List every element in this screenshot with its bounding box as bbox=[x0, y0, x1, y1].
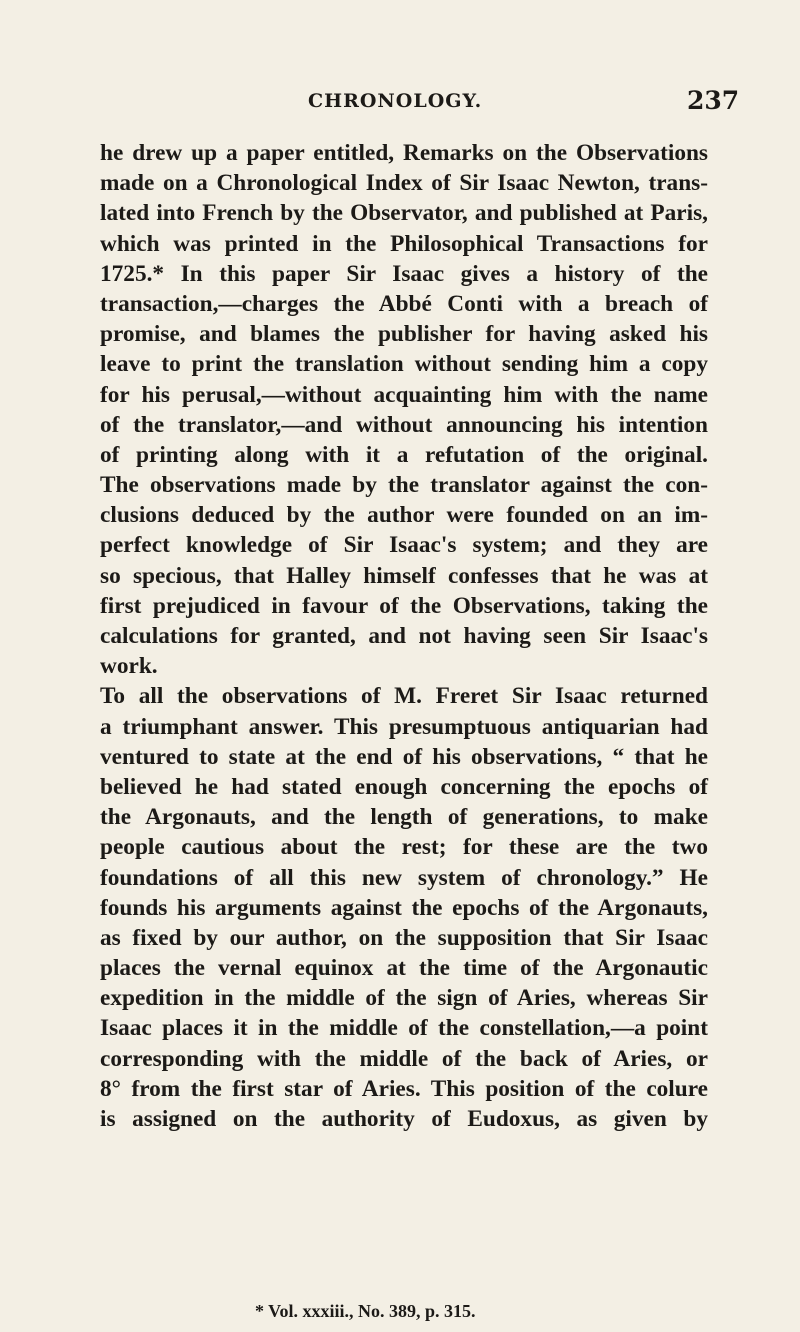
text-line: a triumphant answer. This presumptuous antiquarian had bbox=[100, 713, 708, 740]
text-line: is assigned on the authority of Eudoxus, as given by bbox=[100, 1106, 708, 1132]
text-line: lated into French by the Observator, and published at Paris, bbox=[100, 200, 708, 227]
text-line: leave to print the translation without sending him a copy bbox=[100, 351, 708, 378]
text-line: places the vernal equinox at the time of the Argonautic bbox=[100, 955, 708, 982]
text-line: transaction,—charges the Abbé Conti with a breach of bbox=[100, 290, 708, 317]
text-line: foundations of all this new system of chronology.” He bbox=[100, 864, 708, 891]
text-line: Isaac places it in the middle of the constellation,—a point bbox=[100, 1015, 708, 1042]
text-line: corresponding with the middle of the back of Aries, or bbox=[100, 1045, 708, 1072]
text-line: for his perusal,—without acquainting him with the name bbox=[100, 381, 708, 408]
running-head bbox=[0, 86, 800, 116]
text-line: he drew up a paper entitled, Remarks on the Observations bbox=[100, 140, 708, 166]
text-line: ventured to state at the end of his observations, “ that he bbox=[100, 743, 708, 770]
text-line: founds his arguments against the epochs of the Argonauts, bbox=[100, 894, 708, 921]
text-line: clusions deduced by the author were founded on an im- bbox=[100, 502, 708, 529]
text-line: 1725.* In this paper Sir Isaac gives a history of the bbox=[100, 260, 708, 287]
text-line: first prejudiced in favour of the Observations, taking the bbox=[100, 592, 708, 619]
text-line: of printing along with it a refutation of the original. bbox=[100, 441, 708, 468]
text-line: believed he had stated enough concerning the epochs of bbox=[100, 773, 708, 800]
text-line: promise, and blames the publisher for having asked his bbox=[100, 321, 708, 348]
text-line: 8° from the first star of Aries. This position of the colure bbox=[100, 1075, 708, 1102]
text-line: the Argonauts, and the length of generations, to make bbox=[100, 804, 708, 831]
page-number: 237 bbox=[687, 86, 740, 115]
running-title: CHRONOLOGY. bbox=[308, 90, 483, 112]
text-line: so specious, that Halley himself confesses that he was at bbox=[100, 562, 708, 589]
body-text bbox=[100, 138, 708, 1134]
text-line: To all the observations of M. Freret Sir Isaac returned bbox=[100, 683, 708, 710]
text-line: calculations for granted, and not having seen Sir Isaac's bbox=[100, 623, 708, 649]
text-line: people cautious about the rest; for these are the two bbox=[100, 834, 708, 861]
text-line: work. bbox=[100, 653, 158, 680]
footnote: * Vol. xxxiii., No. 389, p. 315. bbox=[255, 1301, 476, 1321]
text-line: made on a Chronological Index of Sir Isaac Newton, trans- bbox=[100, 170, 708, 197]
text-line: as fixed by our author, on the supposition that Sir Isaac bbox=[100, 924, 708, 951]
text-line: expedition in the middle of the sign of Aries, whereas Sir bbox=[100, 985, 708, 1012]
text-line: of the translator,—and without announcing his intention bbox=[100, 411, 708, 438]
text-line: which was printed in the Philosophical Transactions for bbox=[100, 230, 708, 257]
text-line: perfect knowledge of Sir Isaac's system; and they are bbox=[100, 532, 708, 559]
text-line: The observations made by the translator against the con- bbox=[100, 472, 708, 499]
